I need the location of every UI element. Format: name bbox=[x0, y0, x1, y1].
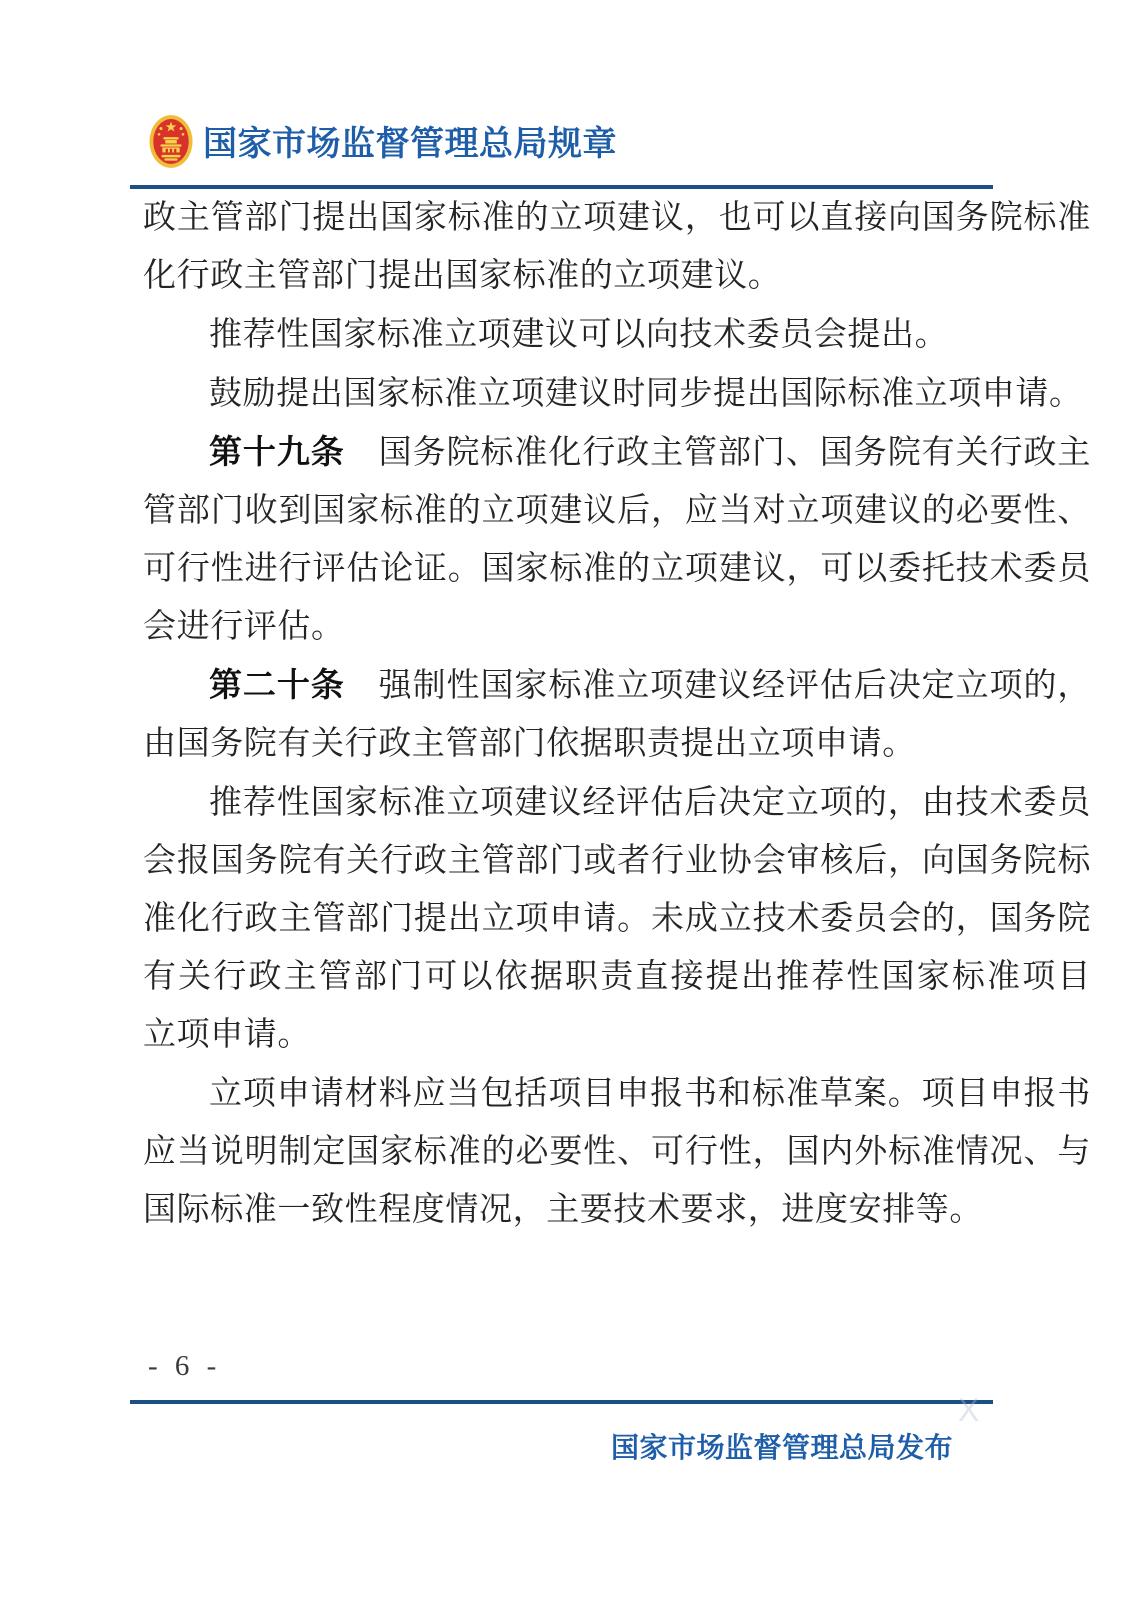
paragraph-text: 立项申请材料应当包括项目申报书和标准草案。项目申报书应当说明制定国家标准的必要性、可行性，国内外标准情况、与国际标准一致性程度情况，主要技术要求，进度安排等。 bbox=[143, 1076, 1091, 1228]
paragraph bbox=[143, 1064, 1091, 1239]
paragraph-text: 政主管部门提出国家标准的立项建议，也可以直接向国务院标准化行政主管部门提出国家标准的立项建议。 bbox=[143, 200, 1091, 294]
publisher-text: 国家市场监督管理总局发布 bbox=[610, 1432, 953, 1463]
paragraph bbox=[143, 656, 1091, 773]
paragraph-text: 国务院标准化行政主管部门、国务院有关行政主管部门收到国家标准的立项建议后，应当对立项建议的必要性、可行性进行评估论证。国家标准的立项建议，可以委托技术委员会进行评估。 bbox=[143, 435, 1091, 645]
page-header bbox=[148, 113, 617, 170]
article-number: 第二十条 bbox=[209, 666, 345, 703]
article-number: 第十九条 bbox=[209, 433, 345, 470]
paragraph bbox=[143, 364, 1091, 423]
national-emblem-icon bbox=[148, 113, 194, 170]
paragraph bbox=[143, 188, 1091, 305]
paragraph bbox=[143, 305, 1091, 364]
paragraph-text: 推荐性国家标准立项建议经评估后决定立项的，由技术委员会报国务院有关行政主管部门或者行业协会审核后，向国务院标准化行政主管部门提出立项申请。未成立技术委员会的，国务院有关行政主管部门可以依据职责直接提出推荐性国家标准项目 bbox=[143, 785, 1091, 995]
paragraph bbox=[143, 423, 1091, 656]
footer-rule bbox=[130, 1400, 993, 1404]
page-number: - 6 - bbox=[148, 1350, 222, 1382]
header-title: 国家市场监督管理总局规章 bbox=[203, 124, 617, 163]
paragraph bbox=[143, 773, 1091, 1064]
watermark-x: X bbox=[958, 1392, 980, 1428]
paragraph-tail: 立项申请。 bbox=[143, 1017, 311, 1053]
document-body bbox=[143, 188, 1091, 1239]
paragraph-text: 强制性国家标准立项建议经评估后决定立项的，由国务院有关行政主管部门依据职责提出立项申请。 bbox=[143, 668, 1091, 762]
paragraph-text: 推荐性国家标准立项建议可以向技术委员会提出。 bbox=[209, 317, 949, 353]
paragraph-text: 鼓励提出国家标准立项建议时同步提出国际标准立项申请。 bbox=[209, 376, 1083, 412]
